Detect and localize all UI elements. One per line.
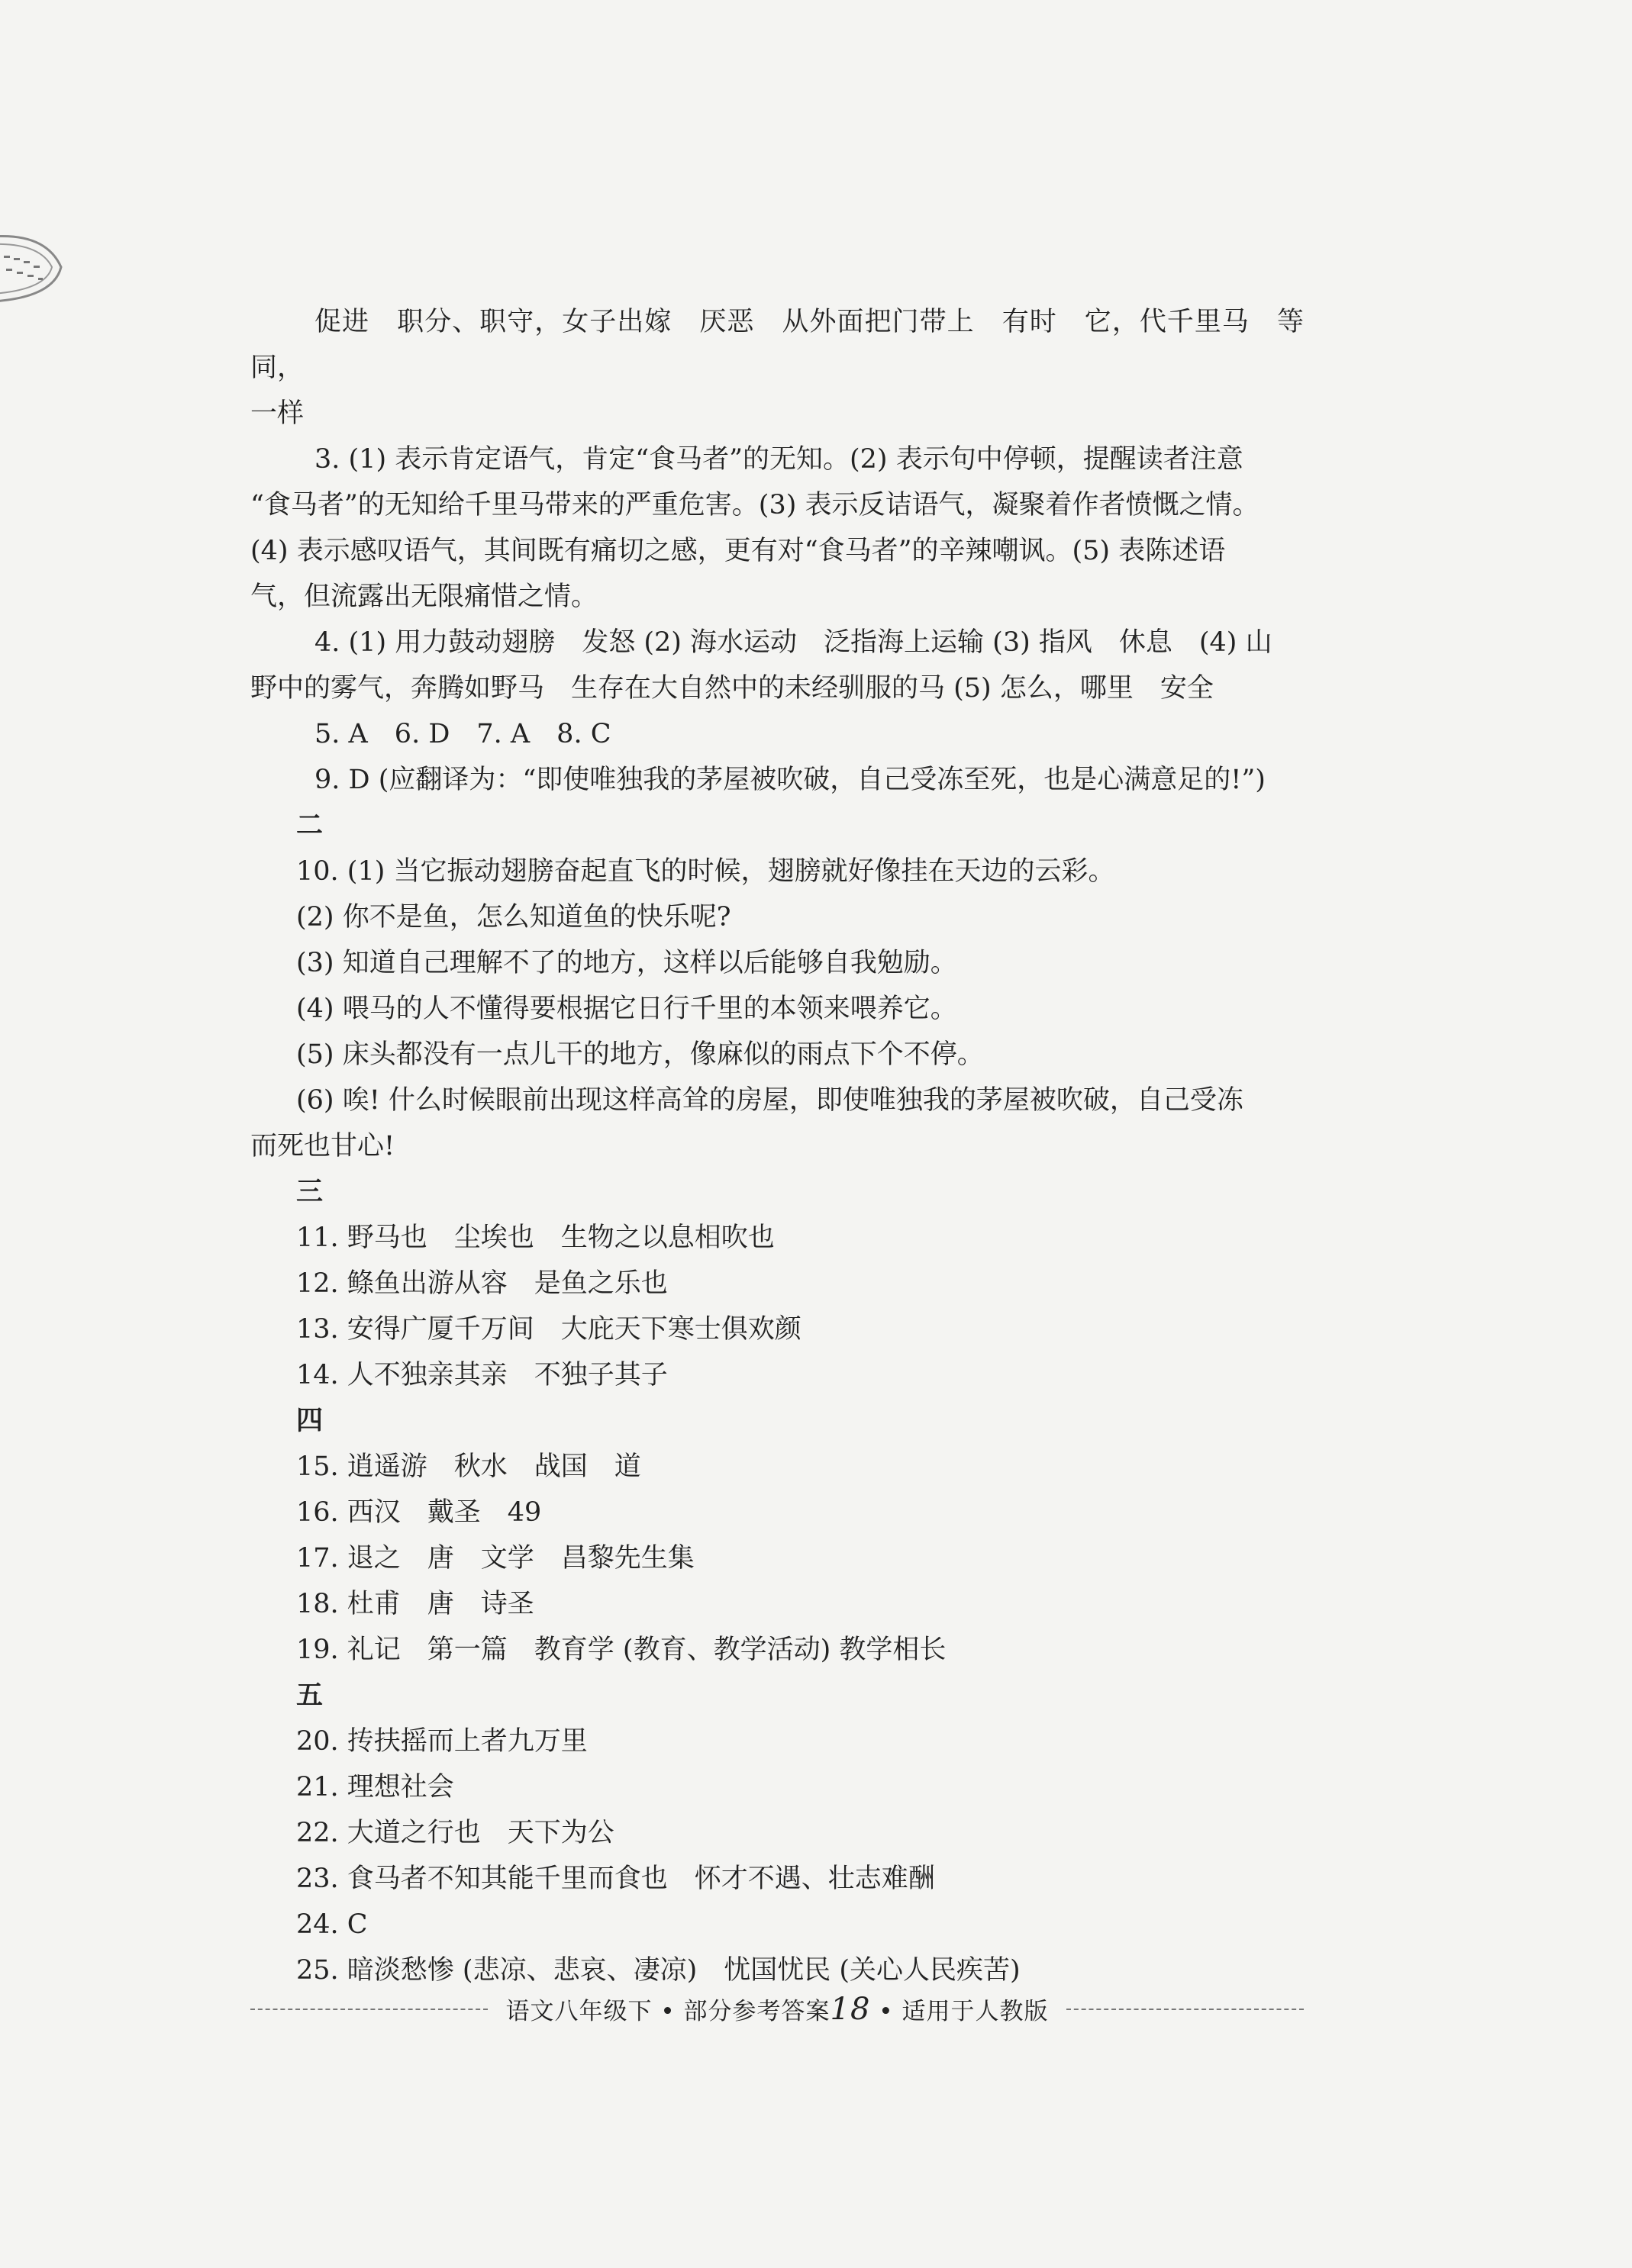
answer-15: 15. 逍遥游 秋水 战国 道	[296, 1451, 641, 1482]
answer-11: 11. 野马也 尘埃也 生物之以息相吹也	[296, 1223, 775, 1253]
answer-10-2: (2) 你不是鱼，怎么知道鱼的快乐呢?	[296, 902, 731, 933]
answer-10-6: (6) 唉! 什么时候眼前出现这样高耸的房屋，即使唯独我的茅屋被吹破，自己受冻	[296, 1085, 1243, 1116]
section-heading-4: 四	[296, 1405, 324, 1436]
footer-rule-right	[1066, 2009, 1304, 2010]
page-number: 18	[830, 1992, 871, 2027]
answer-17: 17. 退之 唐 文学 昌黎先生集	[296, 1543, 695, 1574]
line-1: 促进 职分、职守，女子出嫁 厌恶 从外面把门带上 有时 它，代千里马 等同，	[250, 307, 1304, 383]
section-heading-5: 五	[296, 1680, 324, 1711]
answer-23: 23. 食马者不知其能千里而食也 怀才不遇、壮志难酬	[296, 1864, 935, 1894]
page-footer	[250, 1990, 1304, 2028]
footer-text	[488, 1992, 1067, 2027]
answer-19: 19. 礼记 第一篇 教育学 (教育、教学活动) 教学相长	[296, 1635, 947, 1665]
answer-3-line-3: (4) 表示感叹语气，其间既有痛切之感，更有对“食马者”的辛辣嘲讽。(5) 表陈述语	[250, 536, 1226, 566]
answer-9: 9. D (应翻译为：“即使唯独我的茅屋被吹破，自己受冻至死，也是心满意足的!”)	[314, 765, 1266, 795]
footer-left-text: 语文八年级下 • 部分参考答案	[505, 1998, 831, 2025]
section-heading-2: 二	[296, 810, 324, 841]
answer-10-6-cont: 而死也甘心!	[250, 1131, 395, 1161]
answer-25: 25. 暗淡愁惨 (悲凉、悲哀、凄凉) 忧国忧民 (关心人民疾苦)	[296, 1955, 1021, 1986]
answer-4-line-2: 野中的雾气，奔腾如野马 生存在大自然中的未经驯服的马 (5) 怎么，哪里 安全	[250, 673, 1214, 704]
answer-14: 14. 人不独亲其亲 不独子其子	[296, 1360, 668, 1390]
answer-content	[250, 299, 1304, 1993]
answer-10-4: (4) 喂马的人不懂得要根据它日行千里的本领来喂养它。	[296, 994, 957, 1024]
answer-22: 22. 大道之行也 天下为公	[296, 1818, 614, 1848]
answer-13: 13. 安得广厦千万间 大庇天下寒士俱欢颜	[296, 1314, 801, 1345]
answer-3-line-4: 气，但流露出无限痛惜之情。	[250, 581, 598, 612]
answer-10-5: (5) 床头都没有一点儿干的地方，像麻似的雨点下个不停。	[296, 1039, 984, 1070]
answer-10-1: 10. (1) 当它振动翅膀奋起直飞的时候，翅膀就好像挂在天边的云彩。	[296, 856, 1115, 887]
section-heading-3: 三	[296, 1176, 324, 1207]
footer-rule-left	[250, 2009, 488, 2010]
answer-4-line-1: 4. (1) 用力鼓动翅膀 发怒 (2) 海水运动 泛指海上运输 (3) 指风 休息 (4) 山	[314, 627, 1272, 658]
footer-right-text: • 适用于人教版	[870, 1998, 1049, 2025]
answer-12: 12. 鲦鱼出游从容 是鱼之乐也	[296, 1268, 668, 1299]
line-2: 一样	[250, 398, 305, 429]
answer-5-8: 5. A 6. D 7. A 8. C	[314, 719, 611, 749]
answer-3-line-1: 3. (1) 表示肯定语气，肯定“食马者”的无知。(2) 表示句中停顿，提醒读者注意	[314, 444, 1243, 475]
answer-16: 16. 西汉 戴圣 49	[296, 1497, 542, 1528]
answer-24: 24. C	[296, 1909, 368, 1940]
answer-3-line-2: “食马者”的无知给千里马带来的严重危害。(3) 表示反诘语气，凝聚着作者愤慨之情。	[250, 490, 1259, 520]
answer-20: 20. 抟扶摇而上者九万里	[296, 1726, 588, 1757]
answer-21: 21. 理想社会	[296, 1772, 454, 1802]
answer-10-3: (3) 知道自己理解不了的地方，这样以后能够自我勉励。	[296, 948, 957, 978]
answer-18: 18. 杜甫 唐 诗圣	[296, 1589, 534, 1619]
seal-stamp-icon	[0, 221, 69, 305]
